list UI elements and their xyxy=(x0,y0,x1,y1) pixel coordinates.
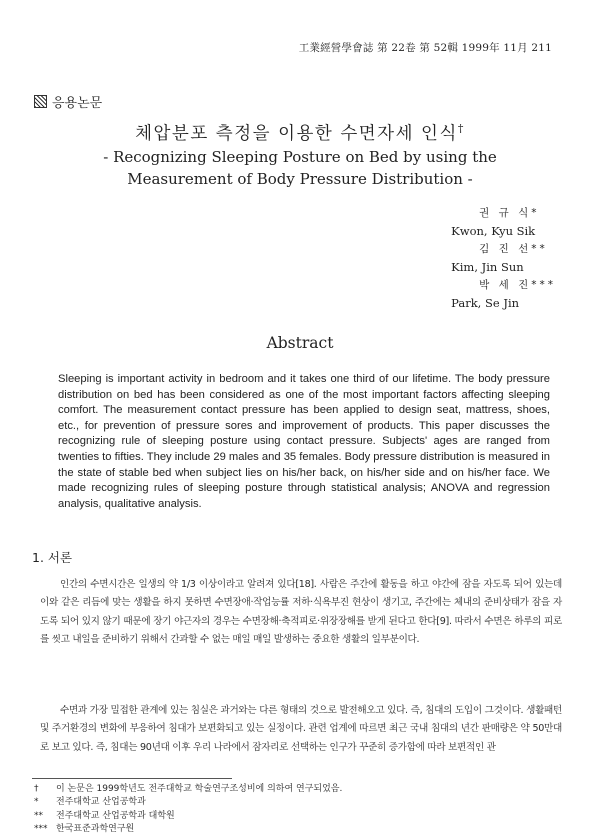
footnote-mark: † xyxy=(34,784,39,794)
title-korean xyxy=(0,120,600,145)
section-heading: 1. 서론 xyxy=(32,550,73,565)
title-english-line2: Measurement of Body Pressure Distribution - xyxy=(127,170,473,188)
footnote-mark: *** xyxy=(34,824,48,835)
footnote-mark: ** xyxy=(34,810,43,821)
category-text: 응용논문 xyxy=(52,96,103,111)
running-head: 工業經營學會誌 第 22卷 第 52輯 1999年 11月 211 xyxy=(298,42,552,54)
footnote-item xyxy=(34,796,342,809)
author-name-en: Kwon, Kyu Sik xyxy=(451,224,536,238)
title-korean-text: 체압분포 측정을 이용한 수면자세 인식 xyxy=(135,124,458,144)
author-name-ko: 김 진 선** xyxy=(479,243,548,255)
footnote-item xyxy=(34,783,342,796)
body-paragraph: 수면과 가장 밀접한 관계에 있는 침실은 과거와는 다른 형태의 것으로 발전해오고 있다. 즉, 침대의 도입이 그것이다. 생활패턴 및 주거환경의 변화에 부응하여 침대가 보편화되고 있는 실정이다. 관련 업계에 따르면 최근 국내 침대의 년간 판매량은 약 50만대로 보고 있다. 즉, 침대는 90년대 이후 우리 나라에서 잠자리로 선택하는 인구가 꾸준히 증가함에 따라 보편적인 관 xyxy=(40,705,562,753)
footnote-item xyxy=(34,823,342,836)
footnote-text: 한국표준과학연구원 xyxy=(56,824,135,835)
author-name-en: Park, Se Jin xyxy=(451,296,520,310)
title-footnote-mark: † xyxy=(457,122,465,136)
footnote-text: 전주대학교 산업공학과 대학원 xyxy=(56,810,175,821)
author-block xyxy=(451,204,556,312)
title-english-line1: - Recognizing Sleeping Posture on Bed by using the xyxy=(103,148,497,166)
category-label xyxy=(34,92,102,111)
author-name-en: Kim, Jin Sun xyxy=(451,260,524,274)
author-name-ko: 박 세 진*** xyxy=(479,279,556,291)
footnotes xyxy=(34,783,342,837)
footnote-divider xyxy=(32,778,232,779)
footnote-text: 이 논문은 1999학년도 전주대학교 학술연구조성비에 의하여 연구되었음. xyxy=(56,784,343,794)
footnote-mark: * xyxy=(34,797,39,808)
body-paragraph: 인간의 수면시간은 일생의 약 1/3 이상이라고 알려져 있다[18]. 사람은 주간에 활동을 하고 야간에 잠을 자도록 되어 있는데 이와 같은 리듬에 맞는 생활을 하지 못하면 수면장애·작업능률 저하·식욕부진 현상이 생기고, 주간에는 체내의 준비상태가 잠을 자도록 되어 있지 않기 때문에 장기 야근자의 경우는 수면장해·축적피로·위장장해를 받게 된다고 한다[9]. 따라서 수면은 하루의 피로를 씻고 내일을 준비하기 위해서 간과할 수 없는 매일 매일 발생하는 중요한 생활의 일부분이다. xyxy=(40,579,562,646)
footnote-text: 전주대학교 산업공학과 xyxy=(56,797,146,808)
abstract-text: Sleeping is important activity in bedroom and it takes one third of our lifetime. The body pressure distribution on bed has been considered as one of the most important factors affecting sleeping comfort. The measurement contact pressure has been applied to design seat, mattress, shoes, etc., for prevention of pressure sores and improvement of products. This paper discusses the recognizing rule of sleeping posture using contact pressure. Subjects' ages are ranged from twenties to fifties. They include 29 males and 35 females. Body pressure distribution is measured in the state of stable bed when subject lies on his/her back, on his/her side and on his/her face. We made recognizing rules of sleeping posture through statistical analysis; ANOVA and regression analysis, qualitative analysis. xyxy=(58,373,550,510)
footnote-item xyxy=(34,810,342,823)
hatched-square-icon xyxy=(34,95,47,108)
author-name-ko: 권 규 식* xyxy=(479,207,540,219)
abstract-heading: Abstract xyxy=(266,334,334,352)
